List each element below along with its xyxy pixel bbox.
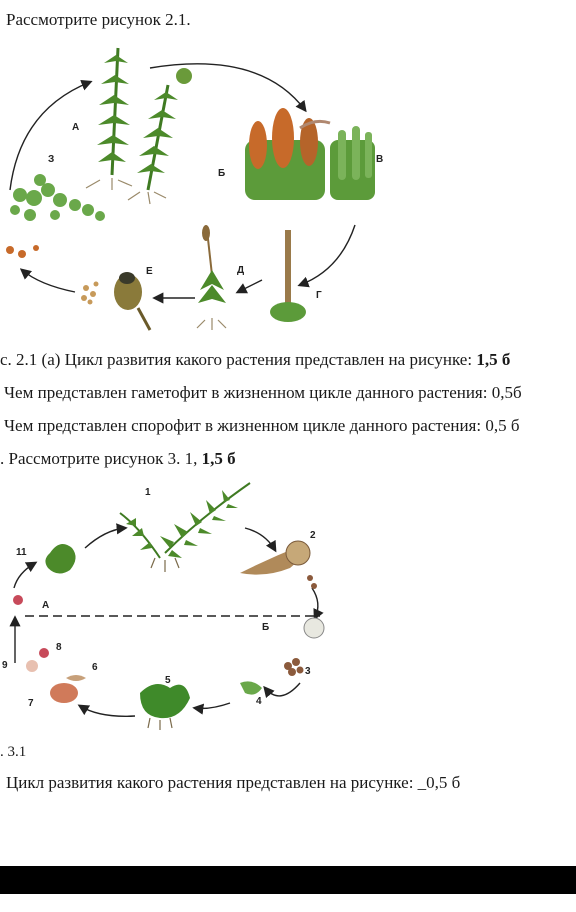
archegonium	[50, 683, 78, 703]
germinating-spores	[6, 245, 39, 258]
zygote	[26, 660, 38, 672]
label-1: 1	[145, 487, 151, 498]
young-sporophyte	[270, 230, 306, 322]
moss-with-capsule	[197, 225, 226, 330]
sporangium	[240, 541, 310, 575]
label-8: 8	[56, 642, 62, 653]
figure-3-1-fern-cycle	[0, 478, 340, 740]
caption-figure-2-1: с. 2.1 (а) Цикл развития какого растения представлен на рисунке: 1,5 б	[0, 350, 511, 369]
young-sporophyte-fern	[45, 544, 75, 574]
protonema	[10, 174, 105, 221]
label-z: З	[48, 154, 55, 165]
label-3: 3	[305, 666, 311, 677]
label-11: 11	[16, 547, 27, 558]
heading-figure-2-1: Рассмотрите рисунок 2.1.	[6, 10, 191, 29]
label-b: Б	[218, 168, 226, 179]
fern-sporophyte	[120, 483, 250, 572]
label-letter-b: Б	[262, 622, 270, 633]
caption-figure-3-1: . 3.1	[0, 744, 27, 760]
label-7: 7	[28, 698, 34, 709]
label-2: 2	[310, 530, 316, 541]
label-6: 6	[92, 662, 98, 673]
spores-group	[284, 658, 304, 676]
egg-cell	[39, 648, 49, 658]
question-gametophyte: Чем представлен гаметофит в жизненном цикле данного растения: 0,5б	[4, 383, 522, 402]
gametangia	[245, 108, 375, 200]
label-9: 9	[2, 660, 8, 671]
bottom-black-bar	[0, 866, 576, 894]
germinating-prothallus	[240, 681, 262, 694]
heading-figure-3-1: . Рассмотрите рисунок 3. 1, 1,5 б	[0, 449, 236, 468]
label-e: Е	[146, 266, 153, 277]
moss-gametophyte-plants	[86, 48, 192, 204]
figure-2-1-moss-cycle	[0, 30, 400, 340]
label-g: Г	[316, 290, 322, 301]
label-v: В	[376, 154, 384, 165]
question-sporophyte: Чем представлен спорофит в жизненном цикле данного растения: 0,5 б	[4, 416, 520, 435]
label-d: Д	[237, 265, 245, 276]
sperm-cells	[66, 675, 86, 681]
label-5: 5	[165, 675, 171, 686]
label-letter-a: А	[42, 600, 50, 611]
prothallus	[140, 684, 190, 718]
spore-capsule	[81, 272, 150, 330]
label-4: 4	[256, 696, 262, 707]
released-spores	[307, 575, 317, 589]
label-a: А	[72, 122, 80, 133]
question-3a: Цикл развития какого растения представлен на рисунке: _0,5 б	[6, 773, 461, 792]
zygote-a	[13, 595, 23, 605]
